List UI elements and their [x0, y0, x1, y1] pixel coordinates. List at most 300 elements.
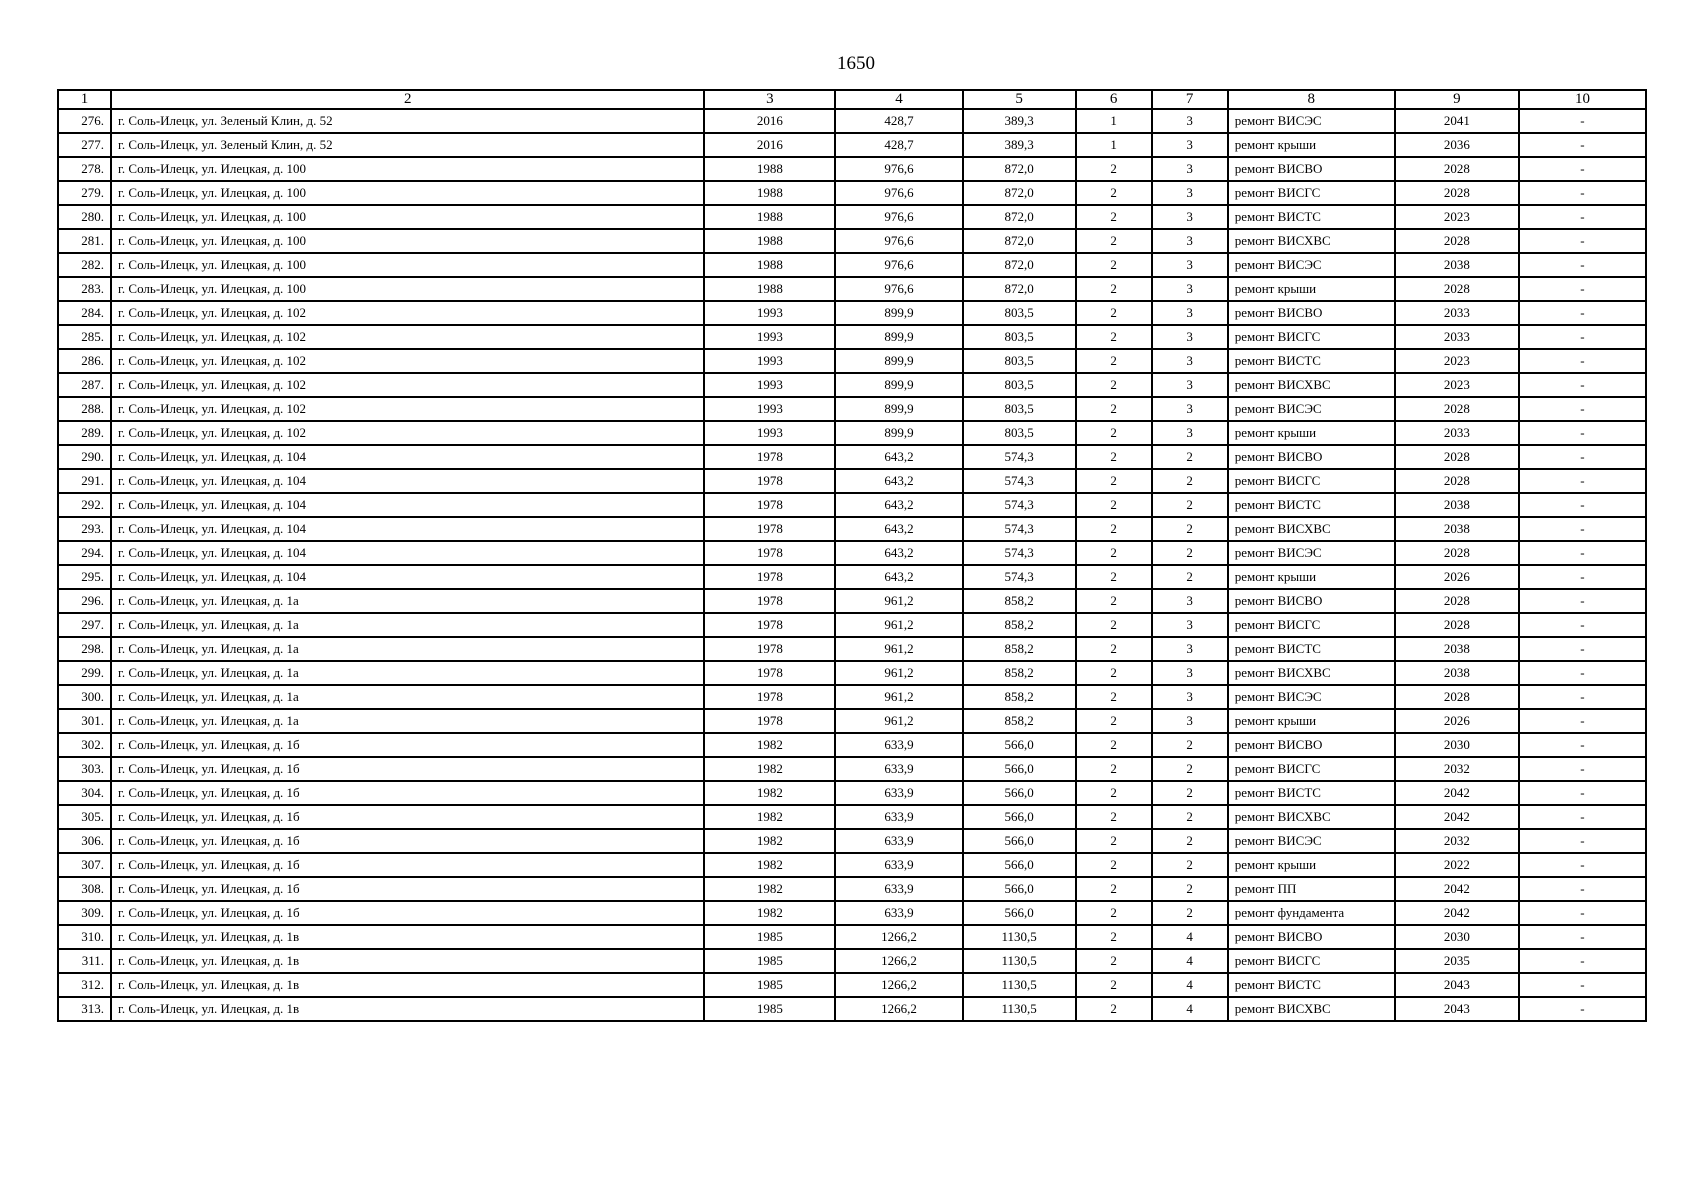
year-cell: 1993: [704, 397, 835, 421]
col6-cell: 2: [1076, 301, 1152, 325]
living-area-cell: 1130,5: [963, 925, 1076, 949]
column-header: 7: [1152, 90, 1228, 109]
total-area-cell: 633,9: [835, 829, 962, 853]
col6-cell: 2: [1076, 949, 1152, 973]
planned-year-cell: 2038: [1395, 661, 1519, 685]
planned-year-cell: 2038: [1395, 493, 1519, 517]
planned-year-cell: 2028: [1395, 229, 1519, 253]
total-area-cell: 899,9: [835, 421, 962, 445]
planned-year-cell: 2038: [1395, 253, 1519, 277]
column-header: 2: [111, 90, 704, 109]
living-area-cell: 574,3: [963, 565, 1076, 589]
col7-cell: 3: [1152, 301, 1228, 325]
col10-cell: -: [1519, 397, 1646, 421]
column-header: 1: [58, 90, 111, 109]
row-number-cell: 280.: [58, 205, 111, 229]
work-type-cell: ремонт ВИСВО: [1228, 301, 1395, 325]
col7-cell: 3: [1152, 325, 1228, 349]
total-area-cell: 961,2: [835, 637, 962, 661]
col7-cell: 3: [1152, 277, 1228, 301]
year-cell: 1978: [704, 685, 835, 709]
work-type-cell: ремонт ПП: [1228, 877, 1395, 901]
row-number-cell: 306.: [58, 829, 111, 853]
col10-cell: -: [1519, 829, 1646, 853]
living-area-cell: 1130,5: [963, 973, 1076, 997]
col7-cell: 2: [1152, 493, 1228, 517]
header-row: [58, 90, 1646, 109]
table-row: [58, 421, 1646, 445]
work-type-cell: ремонт ВИСГС: [1228, 469, 1395, 493]
column-header: 5: [963, 90, 1076, 109]
year-cell: 1988: [704, 253, 835, 277]
total-area-cell: 899,9: [835, 301, 962, 325]
col10-cell: -: [1519, 637, 1646, 661]
work-type-cell: ремонт ВИСЭС: [1228, 685, 1395, 709]
planned-year-cell: 2030: [1395, 925, 1519, 949]
col6-cell: 2: [1076, 637, 1152, 661]
living-area-cell: 858,2: [963, 613, 1076, 637]
col6-cell: 2: [1076, 709, 1152, 733]
year-cell: 1982: [704, 853, 835, 877]
col6-cell: 2: [1076, 757, 1152, 781]
year-cell: 1993: [704, 421, 835, 445]
living-area-cell: 858,2: [963, 661, 1076, 685]
work-type-cell: ремонт ВИСЭС: [1228, 541, 1395, 565]
planned-year-cell: 2032: [1395, 757, 1519, 781]
planned-year-cell: 2033: [1395, 301, 1519, 325]
col6-cell: 2: [1076, 733, 1152, 757]
year-cell: 1978: [704, 661, 835, 685]
year-cell: 1982: [704, 829, 835, 853]
planned-year-cell: 2028: [1395, 613, 1519, 637]
table-row: [58, 781, 1646, 805]
col10-cell: -: [1519, 229, 1646, 253]
col7-cell: 3: [1152, 109, 1228, 133]
col7-cell: 4: [1152, 997, 1228, 1021]
total-area-cell: 1266,2: [835, 949, 962, 973]
col7-cell: 3: [1152, 253, 1228, 277]
year-cell: 1978: [704, 637, 835, 661]
table-row: [58, 829, 1646, 853]
year-cell: 1978: [704, 469, 835, 493]
table-row: [58, 301, 1646, 325]
year-cell: 1978: [704, 445, 835, 469]
work-type-cell: ремонт ВИСХВС: [1228, 661, 1395, 685]
col7-cell: 2: [1152, 781, 1228, 805]
work-type-cell: ремонт ВИСГС: [1228, 949, 1395, 973]
planned-year-cell: 2032: [1395, 829, 1519, 853]
col6-cell: 2: [1076, 565, 1152, 589]
address-cell: г. Соль-Илецк, ул. Илецкая, д. 102: [111, 325, 704, 349]
col7-cell: 3: [1152, 685, 1228, 709]
address-cell: г. Соль-Илецк, ул. Илецкая, д. 102: [111, 373, 704, 397]
year-cell: 1988: [704, 157, 835, 181]
total-area-cell: 643,2: [835, 493, 962, 517]
row-number-cell: 309.: [58, 901, 111, 925]
col10-cell: -: [1519, 613, 1646, 637]
col7-cell: 4: [1152, 925, 1228, 949]
row-number-cell: 293.: [58, 517, 111, 541]
col10-cell: -: [1519, 901, 1646, 925]
address-cell: г. Соль-Илецк, ул. Илецкая, д. 1б: [111, 877, 704, 901]
year-cell: 1978: [704, 541, 835, 565]
col10-cell: -: [1519, 469, 1646, 493]
planned-year-cell: 2023: [1395, 205, 1519, 229]
row-number-cell: 289.: [58, 421, 111, 445]
row-number-cell: 308.: [58, 877, 111, 901]
year-cell: 1988: [704, 205, 835, 229]
living-area-cell: 803,5: [963, 301, 1076, 325]
col7-cell: 3: [1152, 157, 1228, 181]
living-area-cell: 574,3: [963, 445, 1076, 469]
planned-year-cell: 2035: [1395, 949, 1519, 973]
table-row: [58, 925, 1646, 949]
living-area-cell: 803,5: [963, 397, 1076, 421]
row-number-cell: 286.: [58, 349, 111, 373]
page-number: 1650: [837, 53, 875, 74]
row-number-cell: 279.: [58, 181, 111, 205]
col7-cell: 4: [1152, 973, 1228, 997]
year-cell: 1985: [704, 973, 835, 997]
col6-cell: 2: [1076, 877, 1152, 901]
total-area-cell: 633,9: [835, 805, 962, 829]
col10-cell: -: [1519, 325, 1646, 349]
living-area-cell: 872,0: [963, 181, 1076, 205]
row-number-cell: 285.: [58, 325, 111, 349]
work-type-cell: ремонт ВИСТС: [1228, 493, 1395, 517]
total-area-cell: 643,2: [835, 565, 962, 589]
year-cell: 1985: [704, 997, 835, 1021]
planned-year-cell: 2026: [1395, 565, 1519, 589]
total-area-cell: 643,2: [835, 541, 962, 565]
col10-cell: -: [1519, 781, 1646, 805]
table-row: [58, 541, 1646, 565]
col6-cell: 2: [1076, 493, 1152, 517]
living-area-cell: 566,0: [963, 805, 1076, 829]
col10-cell: -: [1519, 373, 1646, 397]
total-area-cell: 976,6: [835, 181, 962, 205]
col7-cell: 2: [1152, 517, 1228, 541]
col10-cell: -: [1519, 445, 1646, 469]
table-row: [58, 349, 1646, 373]
row-number-cell: 312.: [58, 973, 111, 997]
col6-cell: 2: [1076, 277, 1152, 301]
total-area-cell: 976,6: [835, 205, 962, 229]
col7-cell: 2: [1152, 853, 1228, 877]
living-area-cell: 566,0: [963, 829, 1076, 853]
table-row: [58, 973, 1646, 997]
col7-cell: 3: [1152, 637, 1228, 661]
row-number-cell: 292.: [58, 493, 111, 517]
address-cell: г. Соль-Илецк, ул. Илецкая, д. 102: [111, 397, 704, 421]
total-area-cell: 976,6: [835, 277, 962, 301]
work-type-cell: ремонт ВИСТС: [1228, 349, 1395, 373]
total-area-cell: 961,2: [835, 613, 962, 637]
living-area-cell: 872,0: [963, 205, 1076, 229]
col6-cell: 2: [1076, 685, 1152, 709]
work-type-cell: ремонт ВИСЭС: [1228, 109, 1395, 133]
col6-cell: 2: [1076, 373, 1152, 397]
col10-cell: -: [1519, 253, 1646, 277]
address-cell: г. Соль-Илецк, ул. Илецкая, д. 1в: [111, 973, 704, 997]
total-area-cell: 643,2: [835, 517, 962, 541]
total-area-cell: 633,9: [835, 877, 962, 901]
total-area-cell: 899,9: [835, 373, 962, 397]
row-number-cell: 284.: [58, 301, 111, 325]
planned-year-cell: 2042: [1395, 781, 1519, 805]
col7-cell: 2: [1152, 901, 1228, 925]
address-cell: г. Соль-Илецк, ул. Илецкая, д. 1б: [111, 757, 704, 781]
row-number-cell: 290.: [58, 445, 111, 469]
col7-cell: 3: [1152, 373, 1228, 397]
address-cell: г. Соль-Илецк, ул. Илецкая, д. 100: [111, 229, 704, 253]
work-type-cell: ремонт фундамента: [1228, 901, 1395, 925]
col7-cell: 2: [1152, 445, 1228, 469]
row-number-cell: 299.: [58, 661, 111, 685]
col6-cell: 2: [1076, 229, 1152, 253]
table-row: [58, 637, 1646, 661]
col10-cell: -: [1519, 853, 1646, 877]
row-number-cell: 291.: [58, 469, 111, 493]
col10-cell: -: [1519, 733, 1646, 757]
total-area-cell: 899,9: [835, 397, 962, 421]
year-cell: 1982: [704, 733, 835, 757]
work-type-cell: ремонт ВИСТС: [1228, 205, 1395, 229]
year-cell: 1993: [704, 349, 835, 373]
planned-year-cell: 2033: [1395, 421, 1519, 445]
planned-year-cell: 2028: [1395, 277, 1519, 301]
living-area-cell: 858,2: [963, 637, 1076, 661]
table-row: [58, 733, 1646, 757]
work-type-cell: ремонт ВИСХВС: [1228, 805, 1395, 829]
table-row: [58, 685, 1646, 709]
address-cell: г. Соль-Илецк, ул. Илецкая, д. 104: [111, 445, 704, 469]
col6-cell: 2: [1076, 925, 1152, 949]
planned-year-cell: 2028: [1395, 157, 1519, 181]
address-cell: г. Соль-Илецк, ул. Илецкая, д. 1б: [111, 805, 704, 829]
planned-year-cell: 2028: [1395, 181, 1519, 205]
col6-cell: 2: [1076, 805, 1152, 829]
address-cell: г. Соль-Илецк, ул. Илецкая, д. 104: [111, 517, 704, 541]
year-cell: 1978: [704, 493, 835, 517]
col10-cell: -: [1519, 301, 1646, 325]
table-row: [58, 901, 1646, 925]
row-number-cell: 313.: [58, 997, 111, 1021]
living-area-cell: 803,5: [963, 373, 1076, 397]
total-area-cell: 976,6: [835, 229, 962, 253]
table-row: [58, 325, 1646, 349]
row-number-cell: 282.: [58, 253, 111, 277]
col7-cell: 2: [1152, 877, 1228, 901]
table-row: [58, 517, 1646, 541]
year-cell: 1982: [704, 901, 835, 925]
table-row: [58, 613, 1646, 637]
col6-cell: 2: [1076, 469, 1152, 493]
table-row: [58, 709, 1646, 733]
col7-cell: 3: [1152, 133, 1228, 157]
work-type-cell: ремонт ВИСГС: [1228, 181, 1395, 205]
living-area-cell: 566,0: [963, 733, 1076, 757]
year-cell: 2016: [704, 133, 835, 157]
col10-cell: -: [1519, 181, 1646, 205]
col7-cell: 3: [1152, 397, 1228, 421]
col6-cell: 2: [1076, 973, 1152, 997]
address-cell: г. Соль-Илецк, ул. Илецкая, д. 100: [111, 205, 704, 229]
planned-year-cell: 2026: [1395, 709, 1519, 733]
col6-cell: 2: [1076, 421, 1152, 445]
col6-cell: 2: [1076, 253, 1152, 277]
year-cell: 1988: [704, 181, 835, 205]
col10-cell: -: [1519, 925, 1646, 949]
total-area-cell: 961,2: [835, 685, 962, 709]
table-row: [58, 853, 1646, 877]
work-type-cell: ремонт ВИСГС: [1228, 613, 1395, 637]
col10-cell: -: [1519, 997, 1646, 1021]
work-type-cell: ремонт ВИСТС: [1228, 973, 1395, 997]
col7-cell: 3: [1152, 613, 1228, 637]
address-cell: г. Соль-Илецк, ул. Илецкая, д. 102: [111, 301, 704, 325]
living-area-cell: 566,0: [963, 901, 1076, 925]
address-cell: г. Соль-Илецк, ул. Илецкая, д. 1б: [111, 829, 704, 853]
row-number-cell: 296.: [58, 589, 111, 613]
planned-year-cell: 2043: [1395, 997, 1519, 1021]
total-area-cell: 1266,2: [835, 925, 962, 949]
living-area-cell: 574,3: [963, 469, 1076, 493]
work-type-cell: ремонт ВИСТС: [1228, 637, 1395, 661]
row-number-cell: 297.: [58, 613, 111, 637]
col7-cell: 3: [1152, 709, 1228, 733]
row-number-cell: 278.: [58, 157, 111, 181]
address-cell: г. Соль-Илецк, ул. Илецкая, д. 1а: [111, 637, 704, 661]
col6-cell: 2: [1076, 397, 1152, 421]
col6-cell: 2: [1076, 901, 1152, 925]
planned-year-cell: 2038: [1395, 637, 1519, 661]
address-cell: г. Соль-Илецк, ул. Зеленый Клин, д. 52: [111, 133, 704, 157]
total-area-cell: 633,9: [835, 853, 962, 877]
address-cell: г. Соль-Илецк, ул. Илецкая, д. 102: [111, 349, 704, 373]
year-cell: 1985: [704, 925, 835, 949]
living-area-cell: 872,0: [963, 157, 1076, 181]
total-area-cell: 961,2: [835, 589, 962, 613]
col6-cell: 1: [1076, 133, 1152, 157]
total-area-cell: 1266,2: [835, 973, 962, 997]
address-cell: г. Соль-Илецк, ул. Илецкая, д. 1а: [111, 709, 704, 733]
work-type-cell: ремонт ВИСХВС: [1228, 997, 1395, 1021]
work-type-cell: ремонт ВИСЭС: [1228, 829, 1395, 853]
planned-year-cell: 2028: [1395, 469, 1519, 493]
row-number-cell: 298.: [58, 637, 111, 661]
work-type-cell: ремонт крыши: [1228, 277, 1395, 301]
table-row: [58, 157, 1646, 181]
work-type-cell: ремонт ВИСХВС: [1228, 373, 1395, 397]
planned-year-cell: 2028: [1395, 589, 1519, 613]
living-area-cell: 574,3: [963, 517, 1076, 541]
address-cell: г. Соль-Илецк, ул. Илецкая, д. 102: [111, 421, 704, 445]
col6-cell: 2: [1076, 349, 1152, 373]
col7-cell: 2: [1152, 805, 1228, 829]
total-area-cell: 633,9: [835, 757, 962, 781]
year-cell: 1982: [704, 781, 835, 805]
table-row: [58, 277, 1646, 301]
col10-cell: -: [1519, 877, 1646, 901]
work-type-cell: ремонт ВИСЭС: [1228, 397, 1395, 421]
col7-cell: 2: [1152, 541, 1228, 565]
planned-year-cell: 2042: [1395, 877, 1519, 901]
planned-year-cell: 2042: [1395, 901, 1519, 925]
planned-year-cell: 2022: [1395, 853, 1519, 877]
col6-cell: 2: [1076, 157, 1152, 181]
table-row: [58, 109, 1646, 133]
total-area-cell: 428,7: [835, 109, 962, 133]
address-cell: г. Соль-Илецк, ул. Илецкая, д. 104: [111, 541, 704, 565]
total-area-cell: 976,6: [835, 253, 962, 277]
living-area-cell: 566,0: [963, 877, 1076, 901]
living-area-cell: 858,2: [963, 685, 1076, 709]
living-area-cell: 566,0: [963, 853, 1076, 877]
planned-year-cell: 2041: [1395, 109, 1519, 133]
address-cell: г. Соль-Илецк, ул. Зеленый Клин, д. 52: [111, 109, 704, 133]
col10-cell: -: [1519, 541, 1646, 565]
row-number-cell: 310.: [58, 925, 111, 949]
total-area-cell: 633,9: [835, 781, 962, 805]
total-area-cell: 961,2: [835, 661, 962, 685]
living-area-cell: 574,3: [963, 541, 1076, 565]
row-number-cell: 301.: [58, 709, 111, 733]
row-number-cell: 283.: [58, 277, 111, 301]
total-area-cell: 428,7: [835, 133, 962, 157]
work-type-cell: ремонт ВИСГС: [1228, 325, 1395, 349]
work-type-cell: ремонт ВИСВО: [1228, 589, 1395, 613]
total-area-cell: 899,9: [835, 325, 962, 349]
total-area-cell: 643,2: [835, 445, 962, 469]
work-type-cell: ремонт ВИСТС: [1228, 781, 1395, 805]
living-area-cell: 1130,5: [963, 997, 1076, 1021]
col7-cell: 2: [1152, 757, 1228, 781]
year-cell: 2016: [704, 109, 835, 133]
col10-cell: -: [1519, 109, 1646, 133]
table-row: [58, 397, 1646, 421]
year-cell: 1978: [704, 709, 835, 733]
planned-year-cell: 2038: [1395, 517, 1519, 541]
table-row: [58, 805, 1646, 829]
table-row: [58, 493, 1646, 517]
col10-cell: -: [1519, 949, 1646, 973]
table-row: [58, 133, 1646, 157]
address-cell: г. Соль-Илецк, ул. Илецкая, д. 100: [111, 181, 704, 205]
col10-cell: -: [1519, 349, 1646, 373]
col6-cell: 2: [1076, 781, 1152, 805]
living-area-cell: 1130,5: [963, 949, 1076, 973]
col10-cell: -: [1519, 973, 1646, 997]
address-cell: г. Соль-Илецк, ул. Илецкая, д. 1б: [111, 781, 704, 805]
row-number-cell: 304.: [58, 781, 111, 805]
col6-cell: 2: [1076, 325, 1152, 349]
col7-cell: 3: [1152, 181, 1228, 205]
column-header: 6: [1076, 90, 1152, 109]
table-row: [58, 565, 1646, 589]
col6-cell: 2: [1076, 829, 1152, 853]
table-row: [58, 181, 1646, 205]
row-number-cell: 294.: [58, 541, 111, 565]
work-type-cell: ремонт ВИСЭС: [1228, 253, 1395, 277]
planned-year-cell: 2042: [1395, 805, 1519, 829]
address-cell: г. Соль-Илецк, ул. Илецкая, д. 104: [111, 469, 704, 493]
planned-year-cell: 2028: [1395, 685, 1519, 709]
table-row: [58, 469, 1646, 493]
col6-cell: 2: [1076, 997, 1152, 1021]
living-area-cell: 389,3: [963, 133, 1076, 157]
address-cell: г. Соль-Илецк, ул. Илецкая, д. 1а: [111, 613, 704, 637]
